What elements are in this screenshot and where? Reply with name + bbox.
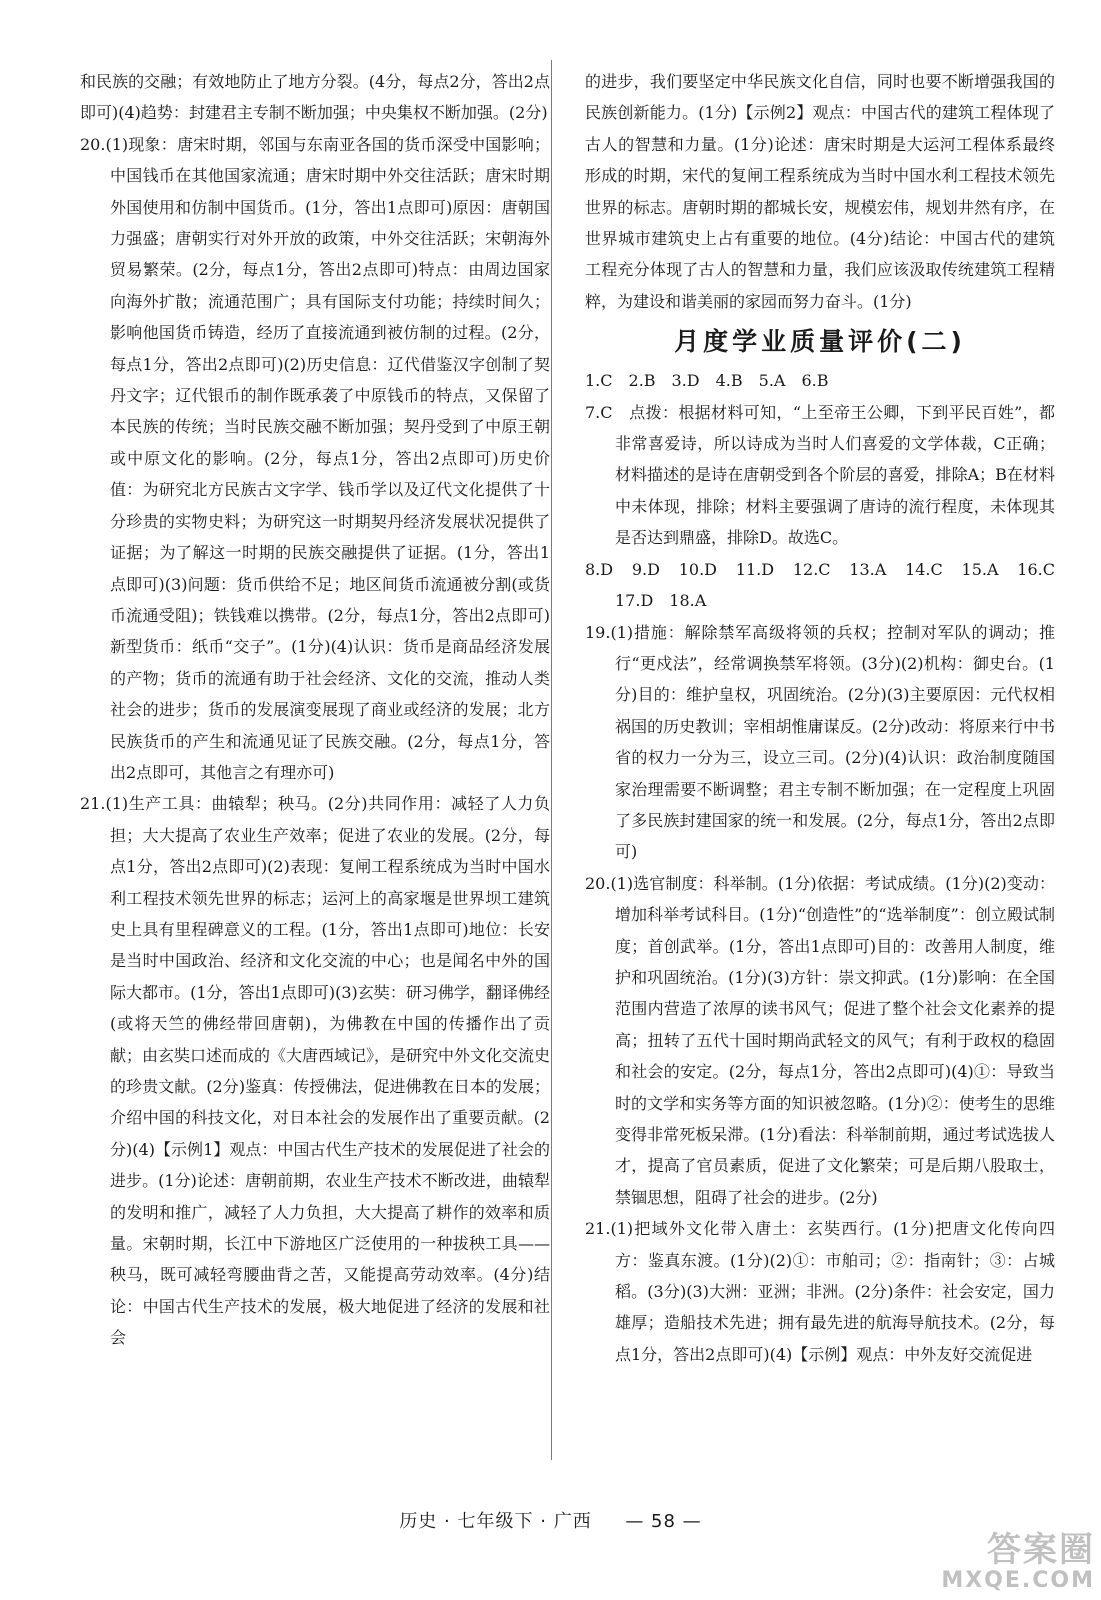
section-title: 月度学业质量评价(二) xyxy=(674,327,966,357)
answer-20: 20.(1)选官制度：科举制。(1分)依据：考试成绩。(1分)(2)变动：增加科举考试科目。(1分)“创造性”的“选举制度”：创立殿试制度；首创武举。(1分，答出1点即可)目的：改善用人制度，维护和巩固统治。(1分)(3)方针：崇文抑武。(1分)影响：在全国范围内营造了浓厚的读书风气；促进了整个社会文化素养的提高；扭转了五代十国时期尚武轻文的风气；有利于政权的稳固和社会的安定。(2分，每点1分，答出2点即可)(4)①：导致当时的文学和实务等方面的知识被忽略。(1分)②：使考生的思维变得非常死板呆滞。(1分)看法：科举制前期，通过考试选拔人才，提高了官员素质，促进了文化繁荣；可是后期八股取士，禁锢思想，阻碍了社会的进步。(2分) xyxy=(585,873,1055,1207)
column-divider xyxy=(551,60,552,1460)
answer-mcq-8-18: 8.D 9.D 10.D 11.D 12.C 13.A 14.C 15.A 16.C 17.D 18.A xyxy=(585,559,1072,611)
answer-7: 7.C 点拨：根据材料可知，“上至帝王公卿，下到平民百姓”，都非常喜爱诗，所以诗成为当时人们喜爱的文学体裁，C正确；材料描述的是诗在唐朝受到各个阶层的喜爱，排除A；B在材料中未体现，排除；材料主要强调了唐诗的流行程度，未体现其是否达到鼎盛，排除D。故选C。 xyxy=(585,402,1055,548)
answer-continuation: 和民族的交融；有效地防止了地方分裂。(4分，每点2分，答出2点即可)(4)趋势：封建君主专制不断加强；中央集权不断加强。(2分) xyxy=(80,72,550,123)
footer-subject: 历史 xyxy=(399,1511,438,1532)
page-number: — 58 — xyxy=(625,1511,702,1532)
watermark-url: MXQE.COM xyxy=(941,1568,1095,1593)
footer-region: 广西 xyxy=(553,1511,592,1532)
watermark-logo xyxy=(915,1532,1095,1594)
right-column xyxy=(585,66,1072,1370)
page-footer xyxy=(0,1507,1101,1533)
answer-19: 19.(1)措施：解除禁军高级将领的兵权；控制对军队的调动；推行“更戍法”，经常调换禁军将领。(3分)(2)机构：御史台。(1分)目的：维护皇权，巩固统治。(2分)(3)主要原因：元代权相祸国的历史教训；宰相胡惟庸谋反。(2分)改动：将原来行中书省的权力一分为三，设立三司。(2分)(4)认识：政治制度随国家治理需要不断调整；君主专制不断加强；在一定程度上巩固了多民族封建国家的统一和发展。(2分，每点1分，答出2点即可) xyxy=(585,622,1055,862)
answer-continuation: 的进步，我们要坚定中华民族文化自信，同时也要不断增强我国的民族创新能力。(1分)【示例2】观点：中国古代的建筑工程体现了古人的智慧和力量。(1分)论述：唐宋时期是大运河工程体系最终形成的时期，宋代的复闸工程系统成为当时中国水利工程技术领先世界的标志。唐朝时期的都城长安，规模宏伟，规划井然有序，在世界城市建筑史上占有重要的地位。(4分)结论：中国古代的建筑工程充分体现了古人的智慧和力量，我们应该汲取传统建筑工程精粹，为建设和谐美丽的家园而努力奋斗。(1分) xyxy=(585,72,1055,311)
answer-21: 21.(1)生产工具：曲辕犁；秧马。(2分)共同作用：减轻了人力负担；大大提高了农业生产效率；促进了农业的发展。(2分，每点1分，答出2点即可)(2)表现：复闸工程系统成为当时中国水利工程技术领先世界的标志；运河上的高家堰是世界坝工建筑史上具有里程碑意义的工程。(1分，答出1点即可)地位：长安是当时中国政治、经济和文化交流的中心；也是闻名中外的国际大都市。(1分，答出1点即可)(3)玄奘：研习佛学，翻译佛经(或将天竺的佛经带回唐朝)，为佛教在中国的传播作出了贡献；由玄奘口述而成的《大唐西域记》，是研究中外文化交流史的珍贵文献。(2分)鉴真：传授佛法，促进佛教在日本的发展；介绍中国的科技文化，对日本社会的发展作出了重要贡献。(2分)(4)【示例1】观点：中国古代生产技术的发展促进了社会的进步。(1分)论述：唐朝前期，农业生产技术不断改进，曲辕犁的发明和推广，减轻了人力负担，大大提高了耕作的效率和质量。宋朝时期，长江中下游地区广泛使用的一种拔秧工具——秧马，既可减轻弯腰曲背之苦，又能提高劳动效率。(4分)结论：中国古代生产技术的发展，极大地促进了经济的发展和社会 xyxy=(80,794,551,1348)
answer-20: 20.(1)现象：唐宋时期，邻国与东南亚各国的货币深受中国影响；中国钱币在其他国家流通；唐宋时期中外交往活跃；唐宋时期外国使用和仿制中国货币。(1分，答出1点即可)原因：唐朝国力强盛；唐朝实行对外开放的政策，中外交往活跃；宋朝海外贸易繁荣。(2分，每点1分，答出2点即可)特点：由周边国家向海外扩散；流通范围广；具有国际支付功能；持续时间久；影响他国货币铸造，经历了直接流通到被仿制的过程。(2分，每点1分，答出2点即可)(2)历史信息：辽代借鉴汉字创制了契丹文字；辽代银币的制作既承袭了中原钱币的特点，又保留了本民族的传统；当时民族交融不断加强；契丹受到了中原王朝或中原文化的影响。(2分，每点1分，答出2点即可)历史价值：为研究北方民族古文字学、钱币学以及辽代文化提供了十分珍贵的实物史料；为研究这一时期契丹经济发展状况提供了证据；为了解这一时期的民族交融提供了证据。(1分，答出1点即可)(3)问题：货币供给不足；地区间货币流通被分割(或货币流通受阻)；铁钱难以携带。(2分，每点1分，答出2点即可)新型货币：纸币“交子”。(1分)(4)认识：货币是商品经济发展的产物；货币的流通有助于社会经济、文化的交流，推动人类社会的进步；货币的发展演变展现了商业或经济的发展；北方民族货币的产生和流通见证了民族交融。(2分，每点1分，答出2点即可，其他言之有理亦可) xyxy=(80,134,550,782)
footer-separator: · xyxy=(444,1511,451,1532)
left-column xyxy=(80,66,550,1354)
footer-separator: · xyxy=(540,1511,547,1532)
footer-grade: 七年级下 xyxy=(457,1511,534,1532)
watermark-logo-text: 答案圈 xyxy=(987,1530,1095,1570)
answer-21: 21.(1)把域外文化带入唐土：玄奘西行。(1分)把唐文化传向四方：鉴真东渡。(1分)(2)①：市舶司；②：指南针；③：占城稻。(3分)(3)大洲：亚洲；非洲。(2分)条件：社会安定，国力雄厚；造船技术先进；拥有最先进的航海导航技术。(2分，每点1分，答出2点即可)(4)【示例】观点：中外友好交流促进 xyxy=(585,1219,1055,1364)
answer-mcq-1-6: 1.C 2.B 3.D 4.B 5.A 6.B xyxy=(585,371,829,391)
